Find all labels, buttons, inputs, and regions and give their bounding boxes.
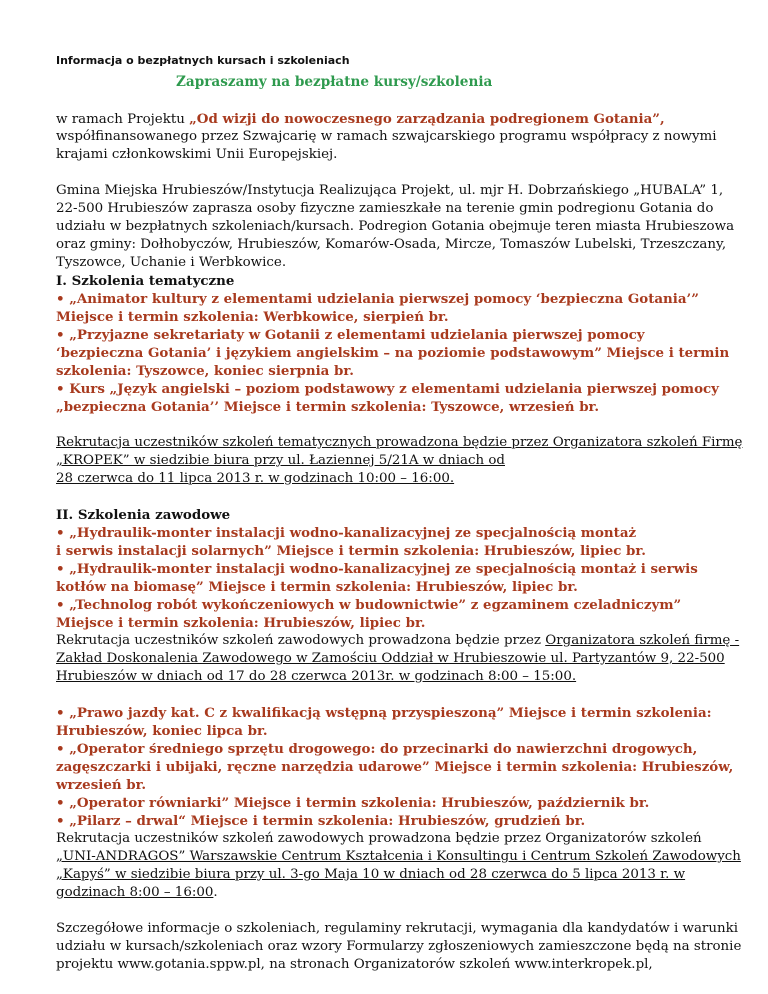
course-item: • „Animator kultury z elementami udzielania pierwszej pomocy ‘bezpieczna Gotania’” bbox=[56, 291, 699, 307]
course-item: • „Hydraulik-monter instalacji wodno-kanalizacyjnej ze specjalnością montaż i serwis bbox=[56, 561, 698, 577]
section-heading-vocational: II. Szkolenia zawodowe bbox=[56, 507, 231, 523]
document-title: Informacja o bezpłatnych kursach i szkoleniach bbox=[56, 54, 350, 67]
paragraph-organizer-line: Gmina Miejska Hrubieszów/Instytucja Realizująca Projekt, ul. mjr H. Dobrzańskiego „HUBALA” 1, bbox=[56, 183, 724, 198]
section-heading-thematic: I. Szkolenia tematyczne bbox=[56, 273, 235, 289]
recruitment-info: Rekrutacja uczestników szkoleń zawodowych prowadzona będzie przez Organizatorów szkoleń bbox=[56, 831, 702, 846]
course-item: • Kurs „Język angielski – poziom podstawowy z elementami udzielania pierwszej pomocy bbox=[56, 381, 719, 397]
course-item: • „Hydraulik-monter instalacji wodno-kanalizacyjnej ze specjalnością montaż bbox=[56, 525, 637, 541]
course-item: • „Operator równiarki” Miejsce i termin szkolenia: Hrubieszów, październik br. bbox=[56, 795, 650, 811]
recruitment-info: Rekrutacja uczestników szkoleń zawodowych prowadzona będzie przez Organizatora szkoleń firmę - bbox=[56, 633, 740, 648]
recruitment-info: Hrubieszów w dniach od 17 do 28 czerwca 2013r. w godzinach 8:00 – 15:00. bbox=[56, 669, 577, 684]
course-item: kotłów na biomasę” Miejsce i termin szkolenia: Hrubieszów, lipiec br. bbox=[56, 579, 578, 595]
recruitment-info: „Kapyś” w siedzibie biura przy ul. 3-go Maja 10 w dniach od 28 czerwca do 5 lipca 2013 r. w bbox=[56, 867, 686, 882]
details-paragraph: udziału w kursach/szkoleniach oraz wzory Formularzy zgłoszeniowych zamieszczone będą na stronie bbox=[56, 939, 742, 954]
course-item: zagęszczarki i ubijaki, ręczne narzędzia udarowe” Miejsce i termin szkolenia: Hrubieszów, bbox=[56, 759, 734, 775]
course-item: Miejsce i termin szkolenia: Werbkowice, sierpień br. bbox=[56, 309, 449, 325]
course-item: • „Pilarz – drwal“ Miejsce i termin szkolenia: Hrubieszów, grudzień br. bbox=[56, 813, 586, 829]
paragraph-intro-line: krajami członkowskimi Unii Europejskiej. bbox=[56, 147, 338, 162]
recruitment-info: Rekrutacja uczestników szkoleń tematycznych prowadzona będzie przez Organizatora szkoleń Firmę bbox=[56, 435, 743, 450]
paragraph-intro-line: w ramach Projektu „Od wizji do nowoczesnego zarządzania podregionem Gotania”, bbox=[56, 111, 665, 127]
paragraph-organizer-line: udziału w bezpłatnych szkoleniach/kursach. Podregion Gotania obejmuje teren miasta Hrubieszowa bbox=[56, 219, 735, 234]
course-item: i serwis instalacji solarnych” Miejsce i termin szkolenia: Hrubieszów, lipiec br. bbox=[56, 543, 646, 559]
paragraph-organizer-line: Tyszowce, Uchanie i Werbkowice. bbox=[56, 255, 287, 270]
paragraph-organizer-line: oraz gminy: Dołhobyczów, Hrubieszów, Komarów-Osada, Mircze, Tomaszów Lubelski, Trzeszczany, bbox=[56, 237, 727, 252]
invitation-heading: Zapraszamy na bezpłatne kursy/szkolenia bbox=[176, 74, 493, 90]
course-item: ‘bezpieczna Gotania’ i językiem angielskim – na poziomie podstawowym” Miejsce i termin bbox=[56, 345, 730, 361]
course-item: • „Przyjazne sekretariaty w Gotanii z elementami udzielania pierwszej pomocy bbox=[56, 327, 645, 343]
course-item: Hrubieszów, koniec lipca br. bbox=[56, 723, 268, 739]
recruitment-info: godzinach 8:00 – 16:00. bbox=[56, 885, 218, 900]
paragraph-intro-line: współfinansowanego przez Szwajcarię w ramach szwajcarskiego programu współpracy z nowymi bbox=[56, 129, 717, 144]
course-item: wrzesień br. bbox=[56, 777, 147, 793]
course-item: „bezpieczna Gotania’’ Miejsce i termin szkolenia: Tyszowce, wrzesień br. bbox=[56, 399, 600, 415]
course-item: • „Operator średniego sprzętu drogowego: do przecinarki do nawierzchni drogowych, bbox=[56, 741, 698, 757]
paragraph-organizer-line: 22-500 Hrubieszów zaprasza osoby fizyczne zamieszkałe na terenie gmin podregionu Gotania do bbox=[56, 201, 714, 216]
recruitment-info: 28 czerwca do 11 lipca 2013 r. w godzinach 10:00 – 16:00. bbox=[56, 471, 455, 486]
recruitment-info: Zakład Doskonalenia Zawodowego w Zamościu Oddział w Hrubieszowie ul. Partyzantów 9, 22-500 bbox=[56, 651, 725, 666]
recruitment-info: „KROPEK” w siedzibie biura przy ul. Łaziennej 5/21A w dniach od bbox=[56, 453, 505, 468]
details-paragraph: projektu www.gotania.sppw.pl, na stronach Organizatorów szkoleń www.interkropek.pl, bbox=[56, 957, 653, 972]
details-paragraph: Szczegółowe informacje o szkoleniach, regulaminy rekrutacji, wymagania dla kandydatów i warunki bbox=[56, 921, 738, 936]
project-name: „Od wizji do nowoczesnego zarządzania podregionem Gotania”, bbox=[189, 111, 665, 127]
course-item: • „Technolog robót wykończeniowych w budownictwie” z egzaminem czeladniczym” bbox=[56, 597, 682, 613]
recruitment-info: „UNI-ANDRAGOS” Warszawskie Centrum Kształcenia i Konsultingu i Centrum Szkoleń Zawodowych bbox=[56, 849, 741, 864]
course-item: Miejsce i termin szkolenia: Hrubieszów, lipiec br. bbox=[56, 615, 426, 631]
course-item: szkolenia: Tyszowce, koniec sierpnia br. bbox=[56, 363, 354, 379]
course-item: • „Prawo jazdy kat. C z kwalifikacją wstępną przyspieszoną” Miejsce i termin szkolenia: bbox=[56, 705, 712, 721]
